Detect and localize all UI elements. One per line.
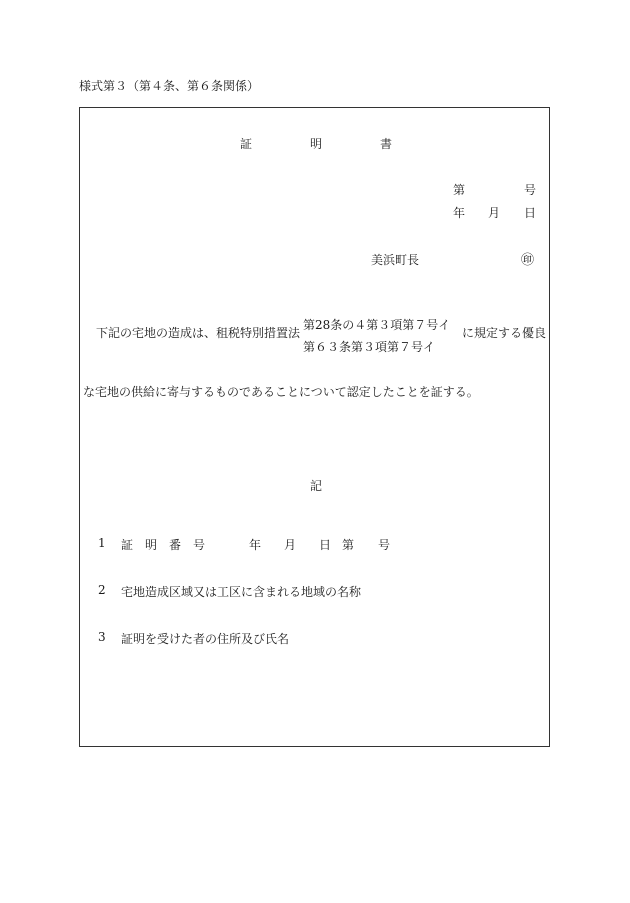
item-2-number: 2	[98, 583, 106, 597]
item-1-number: 1	[98, 536, 106, 550]
form-number-label: 様式第３（第４条、第６条関係）	[79, 79, 260, 93]
body-suffix: に規定する優良	[462, 326, 547, 340]
title-char-3: 書	[380, 137, 393, 151]
item-2-label: 宅地造成区域又は工区に含まれる地域の名称	[121, 585, 362, 599]
item-1-day: 日	[319, 538, 332, 552]
title-char-2: 明	[310, 137, 323, 151]
item-1-month: 月	[284, 538, 297, 552]
issuer-name: 美浜町長	[371, 253, 420, 267]
title-char-1: 証	[240, 137, 253, 151]
item-1-label: 証明番号	[121, 538, 218, 552]
certificate-frame	[79, 107, 550, 747]
date-month: 月	[488, 206, 501, 220]
item-3-label: 証明を受けた者の住所及び氏名	[121, 632, 290, 646]
date-year: 年	[453, 206, 466, 220]
cert-number-go: 号	[524, 183, 537, 197]
item-1-year: 年	[249, 538, 262, 552]
law-clause-28: 第28条の４第３項第７号イ	[303, 318, 451, 332]
law-clause-63: 第６３条第３項第７号イ	[303, 340, 436, 354]
body-line-2: な宅地の供給に寄与するものであることについて認定したことを証する。	[83, 385, 479, 399]
body-prefix: 下記の宅地の造成は、租税特別措置法	[96, 326, 301, 340]
cert-number-dai: 第	[453, 183, 466, 197]
item-1-dai: 第	[342, 538, 355, 552]
item-3-number: 3	[98, 630, 106, 644]
ki-heading: 記	[310, 479, 323, 493]
item-1-go: 号	[378, 538, 391, 552]
date-day: 日	[524, 206, 537, 220]
seal-mark: ㊞	[521, 253, 535, 268]
